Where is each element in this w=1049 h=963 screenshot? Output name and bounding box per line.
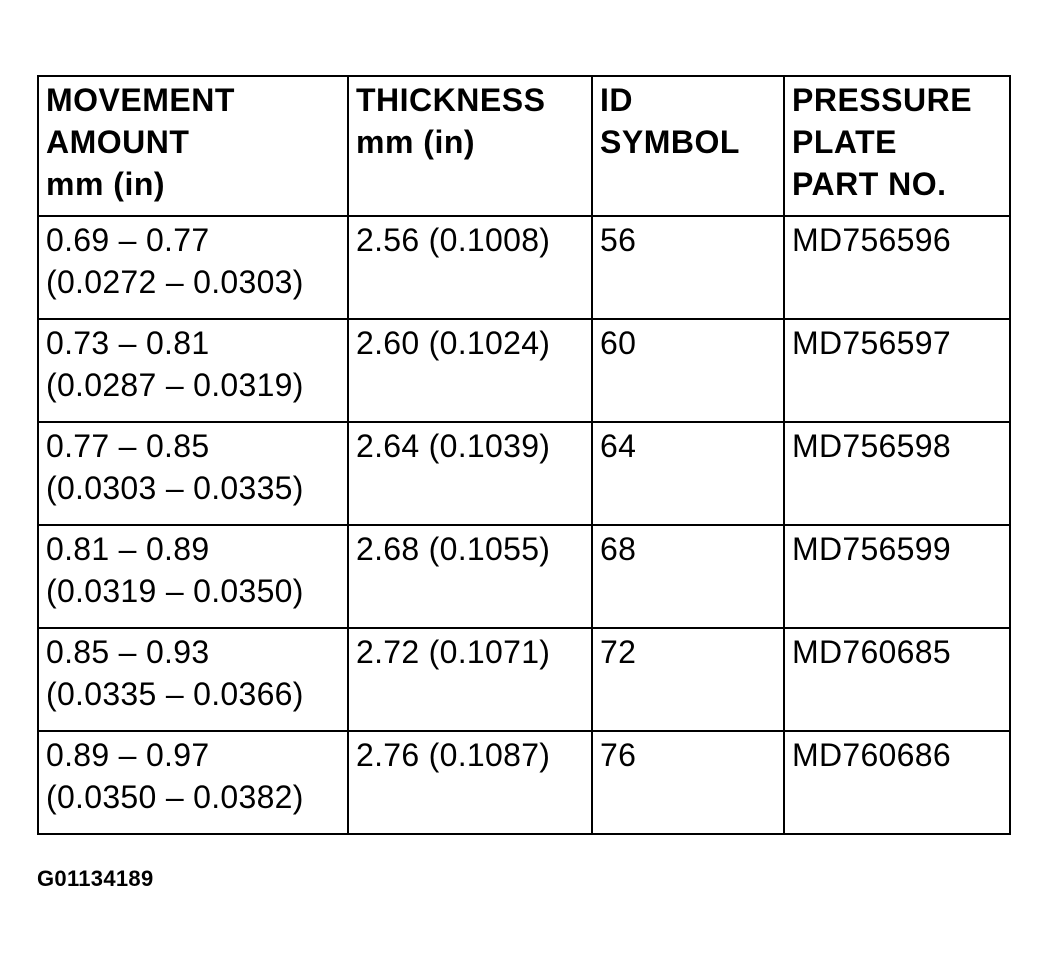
movement-mm: 0.85 – 0.93 — [46, 634, 210, 670]
cell-movement-amount — [38, 216, 348, 319]
cell-part-no: MD756597 — [784, 319, 1010, 422]
cell-movement-amount — [38, 319, 348, 422]
header-id-symbol — [592, 76, 784, 216]
cell-part-no: MD756596 — [784, 216, 1010, 319]
cell-movement-amount — [38, 731, 348, 834]
cell-part-no: MD760686 — [784, 731, 1010, 834]
cell-thickness: 2.60 (0.1024) — [348, 319, 592, 422]
table-row — [38, 319, 1010, 422]
movement-in: (0.0303 – 0.0335) — [46, 470, 304, 506]
header-line: PRESSURE — [792, 82, 973, 118]
table-row — [38, 216, 1010, 319]
cell-id-symbol: 56 — [592, 216, 784, 319]
table-row — [38, 422, 1010, 525]
header-line: mm (in) — [356, 124, 476, 160]
cell-thickness: 2.64 (0.1039) — [348, 422, 592, 525]
movement-in: (0.0272 – 0.0303) — [46, 264, 304, 300]
cell-thickness: 2.56 (0.1008) — [348, 216, 592, 319]
cell-movement-amount — [38, 422, 348, 525]
header-line: MOVEMENT — [46, 82, 235, 118]
cell-id-symbol: 68 — [592, 525, 784, 628]
cell-part-no: MD760685 — [784, 628, 1010, 731]
header-line: AMOUNT — [46, 124, 190, 160]
cell-part-no: MD756599 — [784, 525, 1010, 628]
movement-in: (0.0287 – 0.0319) — [46, 367, 304, 403]
header-movement-amount — [38, 76, 348, 216]
movement-mm: 0.89 – 0.97 — [46, 737, 210, 773]
cell-movement-amount — [38, 628, 348, 731]
cell-id-symbol: 76 — [592, 731, 784, 834]
movement-mm: 0.69 – 0.77 — [46, 222, 210, 258]
movement-in: (0.0350 – 0.0382) — [46, 779, 304, 815]
figure-id-label: G01134189 — [37, 866, 154, 891]
movement-mm: 0.81 – 0.89 — [46, 531, 210, 567]
header-line: PART NO. — [792, 166, 947, 202]
header-part-no — [784, 76, 1010, 216]
movement-mm: 0.77 – 0.85 — [46, 428, 210, 464]
movement-mm: 0.73 – 0.81 — [46, 325, 210, 361]
cell-id-symbol: 72 — [592, 628, 784, 731]
cell-part-no: MD756598 — [784, 422, 1010, 525]
table-row — [38, 525, 1010, 628]
header-line: mm (in) — [46, 166, 166, 202]
movement-in: (0.0335 – 0.0366) — [46, 676, 304, 712]
cell-id-symbol: 60 — [592, 319, 784, 422]
header-line: PLATE — [792, 124, 898, 160]
cell-thickness: 2.76 (0.1087) — [348, 731, 592, 834]
cell-thickness: 2.72 (0.1071) — [348, 628, 592, 731]
header-line: THICKNESS — [356, 82, 546, 118]
cell-movement-amount — [38, 525, 348, 628]
header-line: ID — [600, 82, 633, 118]
table-row — [38, 731, 1010, 834]
cell-thickness: 2.68 (0.1055) — [348, 525, 592, 628]
pressure-plate-spec-table — [37, 75, 1011, 835]
table-header-row — [38, 76, 1010, 216]
cell-id-symbol: 64 — [592, 422, 784, 525]
header-thickness — [348, 76, 592, 216]
header-line: SYMBOL — [600, 124, 740, 160]
table-row — [38, 628, 1010, 731]
movement-in: (0.0319 – 0.0350) — [46, 573, 304, 609]
